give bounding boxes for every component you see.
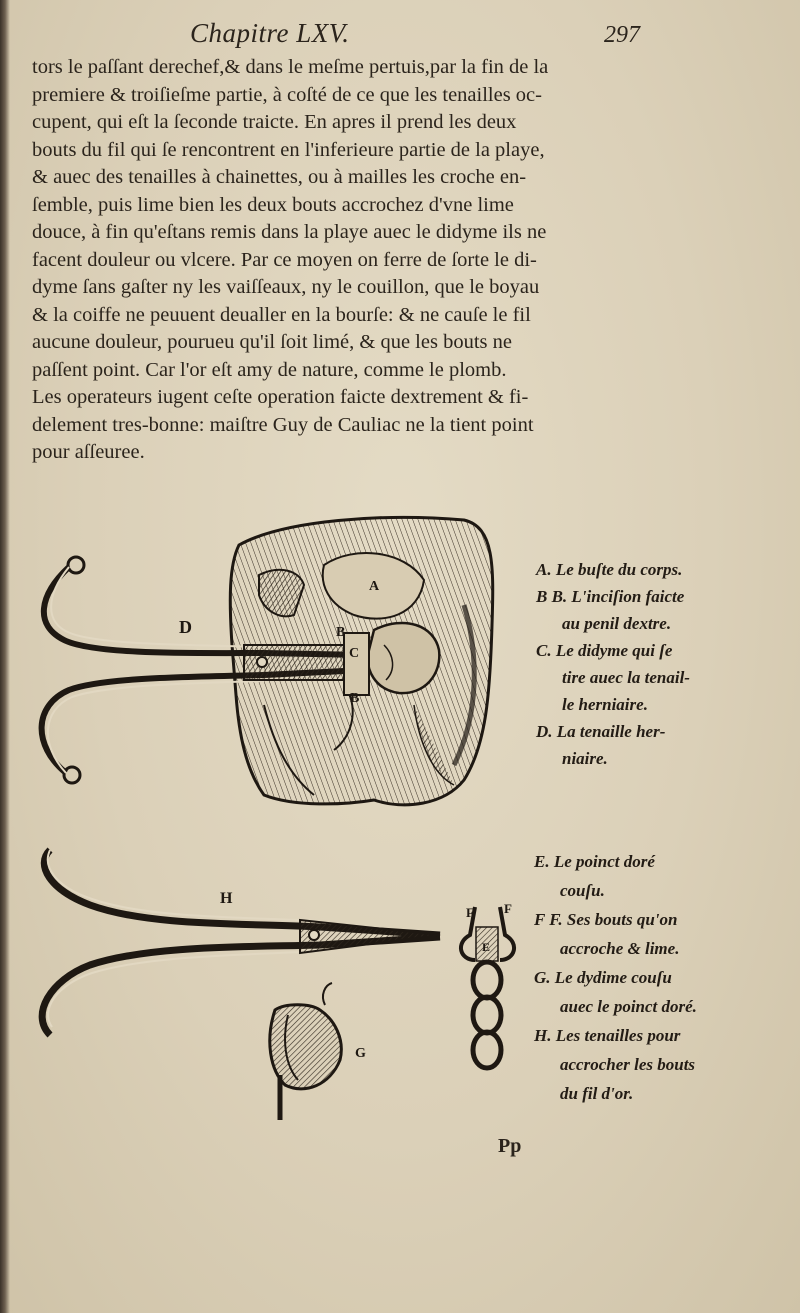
instruments-woodcut-figure (30, 835, 530, 1135)
figure1-label-b-upper: B (336, 625, 346, 640)
figure1-label-b-lower: B (350, 691, 360, 706)
text-line: facent douleur ou vlcere. Par ce moyen on ferre de ſorte le di- (32, 248, 537, 271)
body-text (32, 54, 640, 467)
text-line: premiere & troiſieſme partie, à coſté de ce que les tenailles oc- (32, 83, 542, 106)
figure1-legend (536, 556, 776, 772)
figure2-label-f-left: F (466, 905, 474, 920)
page-binding-edge (0, 0, 10, 1313)
legend-entry: C. Le didyme qui ſe (536, 641, 673, 660)
figure1-label-a: A (369, 579, 380, 594)
page-number: 297 (604, 22, 640, 48)
text-line: Les operateurs iugent ceſte operation faicte dextrement & fi- (32, 386, 529, 408)
legend-entry: tire auec la tenail- (562, 668, 690, 687)
text-line: & la coiffe ne peuuent deualler en la bourſe: & ne cauſe le fil (32, 303, 531, 326)
figure2-label-g: G (355, 1046, 366, 1061)
text-line: & auec des tenailles à chainettes, ou à mailles les croche en- (32, 166, 527, 188)
legend-entry: accroche & lime. (560, 939, 680, 958)
signature-mark: Pp (498, 1135, 522, 1157)
legend-entry: G. Le dydime couſu (534, 968, 672, 987)
sewn-didyme-drawing (270, 983, 342, 1120)
legend-entry: H. Les tenailles pour (534, 1026, 681, 1045)
legend-entry: le herniaire. (562, 695, 648, 714)
text-line: tors le paſſant derechef,& dans le meſme pertuis,par la fin de la (32, 56, 549, 78)
text-line: cupent, qui eſt la ſeconde traicte. En apres il prend les deux (32, 111, 517, 133)
text-line: douce, à fin qu'eſtans remis dans la playe auec le didyme ils ne (32, 221, 547, 243)
figure2-label-h: H (220, 890, 233, 907)
legend-entry: auec le poinct doré. (560, 997, 697, 1016)
running-header (30, 18, 640, 58)
torso-woodcut-figure (24, 505, 524, 820)
legend-entry: au penil dextre. (562, 614, 672, 633)
legend-entry: du fil d'or. (560, 1084, 634, 1103)
legend-entry: D. La tenaille her- (536, 722, 666, 741)
legend-entry: A. Le buſte du corps. (536, 560, 683, 579)
legend-entry: accrocher les bouts (560, 1055, 696, 1074)
legend-entry: F F. Ses bouts qu'on (534, 910, 678, 929)
legend-entry: B B. L'inciſion faicte (536, 587, 685, 606)
text-line: ſemble, puis lime bien les deux bouts accrochez d'vne lime (32, 193, 514, 216)
legend-entry: niaire. (562, 749, 608, 768)
figure2-legend (534, 847, 774, 1108)
text-line: aucune douleur, pourueu qu'il ſoit limé, & que les bouts ne (32, 331, 512, 353)
text-line: delement tres-bonne: maiſtre Guy de Cauliac ne la tient point (32, 413, 534, 436)
text-line: pour aſſeuree. (32, 441, 145, 463)
figure2-label-f-right: F (504, 901, 512, 916)
tenailles-drawing (42, 850, 440, 1035)
chapter-title: Chapitre LXV. (190, 18, 350, 48)
chain-drawing (461, 907, 514, 1068)
figure1-label-d: D (179, 617, 192, 637)
legend-entry: E. Le poinct doré (534, 852, 655, 871)
text-line: paſſent point. Car l'or eſt amy de nature, comme le plomb. (32, 358, 507, 381)
legend-entry: couſu. (560, 881, 605, 900)
figure2-label-e: E (482, 940, 491, 954)
figure1-label-c: C (349, 646, 360, 661)
text-line: dyme ſans gaſter ny les vaiſſeaux, ny le couillon, que le boyau (32, 276, 540, 298)
text-line: bouts du fil qui ſe rencontrent en l'inferieure partie de la playe, (32, 138, 545, 161)
